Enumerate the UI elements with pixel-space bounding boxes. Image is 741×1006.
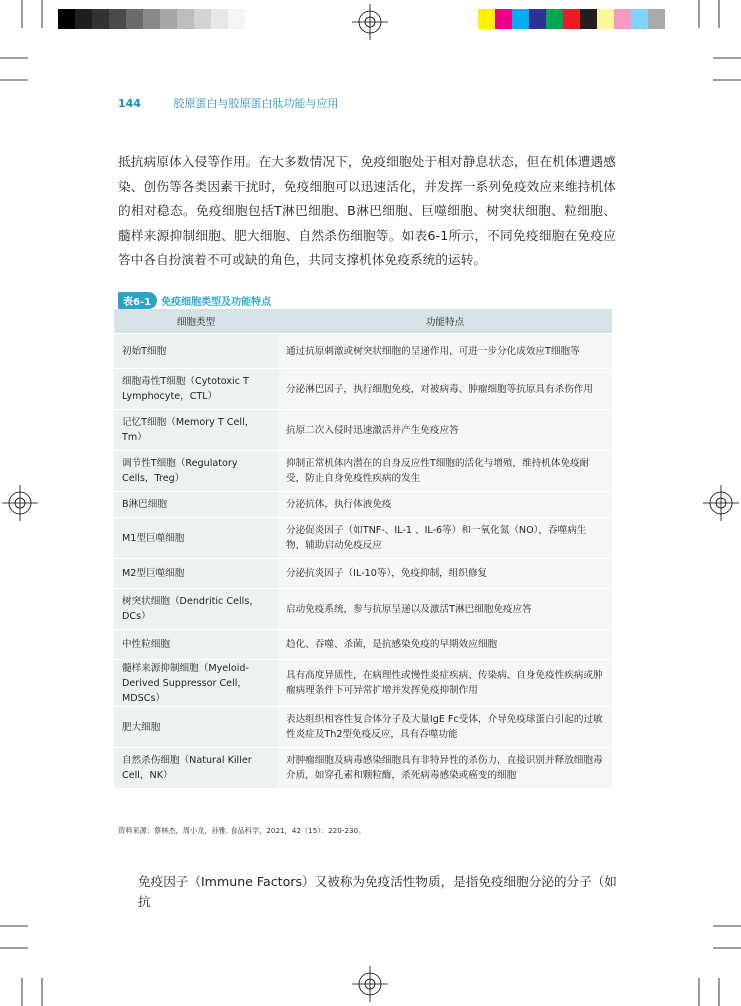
cell-function: 具有高度异质性，在病理性或慢性炎症疾病、传染病、自身免疫性疾病或肿瘤病理条件下可异常扩增并发挥免疫抑制作用 (278, 660, 612, 707)
table-row (114, 660, 612, 707)
grayscale-swatch (194, 9, 211, 29)
table-source-note: 资料来源：蔡林杰，周小龙，孙雅. 食品科学，2021，42（15）：220-230。 (118, 826, 366, 835)
cell-function: 分泌抗体，执行体液免疫 (278, 492, 612, 518)
table-header-row (114, 309, 612, 334)
color-swatch (563, 9, 580, 29)
grayscale-swatch (143, 9, 160, 29)
table-row (114, 334, 612, 369)
table-row (114, 707, 612, 748)
grayscale-swatch (58, 9, 75, 29)
color-swatch (631, 9, 648, 29)
cell-function: 对肿瘤细胞及病毒感染细胞具有非特异性的杀伤力，直接识别并释放细胞毒介质，如穿孔素和颗粒酶，杀死病毒感染或癌变的细胞 (278, 748, 612, 789)
color-swatch (495, 9, 512, 29)
registration-mark-top (352, 4, 388, 40)
color-swatch (512, 9, 529, 29)
color-swatch (580, 9, 597, 29)
table-title: 免疫细胞类型及功能特点 (161, 297, 272, 308)
cell-type: 细胞毒性T细胞（Cytotoxic T Lymphocyte，CTL） (114, 369, 278, 410)
grayscale-swatch (109, 9, 126, 29)
body-paragraph-continued: 免疫因子（Immune Factors）又被称为免疫活性物质，是指免疫细胞分泌的分子（如抗 (138, 874, 617, 909)
cell-function: 分泌促炎因子（如TNF-、IL-1 、IL-6等）和一氧化氮（NO），吞噬病生物，辅助启动免疫反应 (278, 518, 612, 559)
table-row (114, 492, 612, 518)
cell-function: 分泌淋巴因子，执行细胞免疫，对被病毒、肿瘤细胞等抗原具有杀伤作用 (278, 369, 612, 410)
cell-type: 初始T细胞 (114, 334, 278, 369)
table-row (114, 589, 612, 630)
grayscale-swatch (177, 9, 194, 29)
grayscale-swatch (126, 9, 143, 29)
grayscale-swatch (92, 9, 109, 29)
table-row (114, 559, 612, 589)
color-swatch (529, 9, 546, 29)
cell-type: M1型巨噬细胞 (114, 518, 278, 559)
cell-type: 中性粒细胞 (114, 630, 278, 660)
cell-function: 表达组织相容性复合体分子及大量IgE Fc受体，介导免疫球蛋白引起的过敏性炎症及Th2型免疫反应，具有吞噬功能 (278, 707, 612, 748)
cell-type: B淋巴细胞 (114, 492, 278, 518)
header-cell-type: 细胞类型 (114, 309, 278, 334)
header-cell-function: 功能特点 (278, 309, 612, 334)
registration-mark-bottom (352, 966, 388, 1002)
cell-function: 趋化、吞噬、杀菌，是抗感染免疫的早期效应细胞 (278, 630, 612, 660)
registration-mark-left (2, 485, 38, 521)
cell-type: 髓样来源抑制细胞（Myeloid-Derived Suppressor Cell，MDSCs） (114, 660, 278, 707)
running-title: 胶原蛋白与胶原蛋白肽功能与应用 (173, 97, 339, 110)
table-row (114, 410, 612, 451)
cell-function: 分泌抗炎因子（IL-10等），免疫抑制，组织修复 (278, 559, 612, 589)
table-row (114, 630, 612, 660)
cell-type: 调节性T细胞（Regulatory Cells，Treg） (114, 451, 278, 492)
table-caption (118, 292, 271, 309)
cell-type: 记忆T细胞（Memory T Cell，Tm） (114, 410, 278, 451)
color-swatch (597, 9, 614, 29)
color-bar (478, 9, 665, 29)
cell-type: M2型巨噬细胞 (114, 559, 278, 589)
cell-type: 自然杀伤细胞（Natural Killer Cell，NK） (114, 748, 278, 789)
cell-function: 抑制正常机体内潜在的自身反应性T细胞的活化与增殖，维持机体免疫耐受，防止自身免疫性疾病的发生 (278, 451, 612, 492)
cell-type: 肥大细胞 (114, 707, 278, 748)
table-row (114, 518, 612, 559)
color-swatch (478, 9, 495, 29)
color-swatch (648, 9, 665, 29)
grayscale-swatch (211, 9, 228, 29)
running-head (118, 95, 339, 111)
cell-function: 启动免疫系统，参与抗原呈递以及激活T淋巴细胞免疫应答 (278, 589, 612, 630)
table-number-tag: 表6-1 (118, 292, 157, 309)
cell-type: 树突状细胞（Dendritic Cells，DCs） (114, 589, 278, 630)
cell-function: 通过抗原刺激或树突状细胞的呈递作用，可进一步分化成效应T细胞等 (278, 334, 612, 369)
color-swatch (546, 9, 563, 29)
grayscale-swatch (75, 9, 92, 29)
cell-function: 抗原二次入侵时迅速激活并产生免疫应答 (278, 410, 612, 451)
grayscale-swatch (228, 9, 245, 29)
registration-mark-right (703, 485, 739, 521)
table-row (114, 369, 612, 410)
grayscale-swatch (160, 9, 177, 29)
body-paragraph: 抵抗病原体入侵等作用。在大多数情况下，免疫细胞处于相对静息状态，但在机体遭遇感染、创伤等各类因素干扰时，免疫细胞可以迅速活化，并发挥一系列免疫效应来维持机体的相对稳态。免疫细胞包括T淋巴细胞、B淋巴细胞、巨噬细胞、树突状细胞、粒细胞、髓样来源抑制细胞、肥大细胞、自然杀伤细胞等。如表6-1所示，不同免疫细胞在免疫应答中各自扮演着不可或缺的角色，共同支撑机体免疫系统的运转。 (118, 154, 616, 268)
grayscale-bar (58, 9, 245, 29)
immune-cell-table (114, 309, 612, 788)
table-row (114, 451, 612, 492)
page-number: 144 (118, 97, 141, 110)
table-row (114, 748, 612, 789)
color-swatch (614, 9, 631, 29)
